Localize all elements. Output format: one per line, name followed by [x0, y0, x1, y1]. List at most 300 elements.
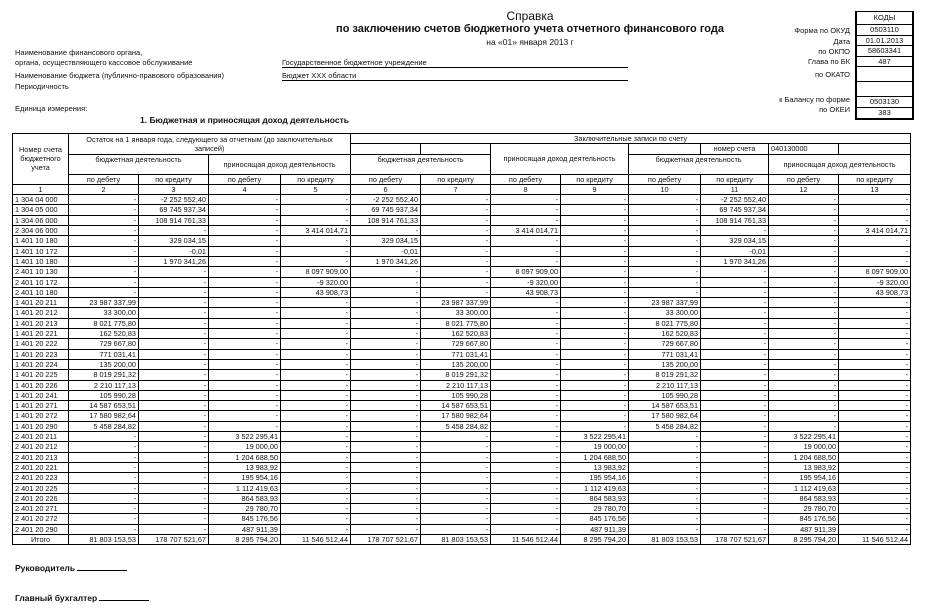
amount-cell: -: [69, 514, 139, 524]
amount-cell: -: [139, 298, 209, 308]
amount-cell: -: [209, 349, 281, 359]
amount-cell: -: [69, 226, 139, 236]
table-row: [13, 215, 911, 225]
amount-cell: 33 300,00: [69, 308, 139, 318]
header-budget: бюджетная деятельность: [69, 154, 209, 174]
amount-cell: 23 987 337,99: [69, 298, 139, 308]
amount-cell: -: [209, 308, 281, 318]
amount-cell: -: [139, 514, 209, 524]
amount-cell: -: [209, 380, 281, 390]
amount-cell: -: [629, 493, 701, 503]
header-debit: по дебету: [769, 174, 839, 184]
amount-cell: -: [421, 226, 491, 236]
amount-cell: -: [839, 462, 911, 472]
account-code: 1 401 20 225: [13, 370, 69, 380]
amount-cell: -: [701, 318, 769, 328]
amount-cell: 178 707 521,67: [701, 534, 769, 544]
amount-cell: -: [209, 195, 281, 205]
account-code: 1 401 10 180: [13, 256, 69, 266]
account-code: 2 401 20 225: [13, 483, 69, 493]
amount-cell: 13 983,92: [209, 462, 281, 472]
amount-cell: 3 522 295,41: [209, 432, 281, 442]
amount-cell: -: [491, 452, 561, 462]
amount-cell: -: [209, 298, 281, 308]
amount-cell: -: [139, 277, 209, 287]
codes-box: [855, 11, 914, 120]
amount-cell: -: [561, 421, 629, 431]
section-title: 1. Бюджетная и приносящая доход деятельность: [140, 115, 349, 125]
amount-cell: -: [491, 339, 561, 349]
amount-cell: -: [491, 390, 561, 400]
code-value: 383: [878, 107, 891, 117]
amount-cell: 108 914 761,33: [351, 215, 421, 225]
amount-cell: -: [769, 308, 839, 318]
amount-cell: 2 210 117,13: [69, 380, 139, 390]
amount-cell: -: [769, 421, 839, 431]
budget-label: Наименование бюджета (публично-правового образования): [15, 71, 224, 80]
amount-cell: -2 252 552,40: [351, 195, 421, 205]
amount-cell: -: [139, 339, 209, 349]
amount-cell: 8 295 794,20: [561, 534, 629, 544]
amount-cell: -: [491, 514, 561, 524]
column-number: 4: [209, 184, 281, 194]
amount-cell: -: [209, 318, 281, 328]
amount-cell: -: [491, 359, 561, 369]
table-row: [13, 226, 911, 236]
amount-cell: -: [839, 318, 911, 328]
amount-cell: 329 034,15: [139, 236, 209, 246]
amount-cell: -: [769, 267, 839, 277]
amount-cell: -: [209, 256, 281, 266]
amount-cell: -: [421, 462, 491, 472]
account-code: 1 304 06 000: [13, 215, 69, 225]
amount-cell: -: [769, 349, 839, 359]
amount-cell: -: [839, 359, 911, 369]
amount-cell: -: [701, 267, 769, 277]
table-row: [13, 452, 911, 462]
amount-cell: -: [701, 432, 769, 442]
amount-cell: -: [491, 215, 561, 225]
amount-cell: -: [629, 524, 701, 534]
table-row: [13, 442, 911, 452]
amount-cell: -: [69, 432, 139, 442]
amount-cell: -: [701, 452, 769, 462]
amount-cell: -: [561, 246, 629, 256]
amount-cell: -: [839, 256, 911, 266]
amount-cell: 8 019 291,32: [421, 370, 491, 380]
amount-cell: -: [281, 195, 351, 205]
amount-cell: -: [769, 215, 839, 225]
amount-cell: 845 176,56: [209, 514, 281, 524]
amount-cell: -: [629, 452, 701, 462]
amount-cell: -: [701, 349, 769, 359]
amount-cell: -: [839, 504, 911, 514]
amount-cell: -: [281, 359, 351, 369]
amount-cell: -: [209, 370, 281, 380]
amount-cell: -: [209, 359, 281, 369]
amount-cell: -: [769, 205, 839, 215]
amount-cell: -: [139, 493, 209, 503]
amount-cell: -: [139, 524, 209, 534]
amount-cell: 864 583,93: [209, 493, 281, 503]
amount-cell: -: [701, 390, 769, 400]
amount-cell: -: [769, 256, 839, 266]
document-subtitle: по заключению счетов бюджетного учета отчетного финансового года: [336, 23, 724, 35]
column-number: 3: [139, 184, 209, 194]
amount-cell: -: [281, 452, 351, 462]
amount-cell: -: [351, 339, 421, 349]
amount-cell: -: [69, 287, 139, 297]
account-code: 1 401 20 226: [13, 380, 69, 390]
amount-cell: -: [281, 329, 351, 339]
amount-cell: -: [351, 432, 421, 442]
amount-cell: -: [351, 390, 421, 400]
amount-cell: -: [561, 390, 629, 400]
amount-cell: -: [491, 236, 561, 246]
amount-cell: -: [839, 390, 911, 400]
account-code: 1 401 20 224: [13, 359, 69, 369]
amount-cell: 195 954,16: [561, 473, 629, 483]
amount-cell: -: [351, 380, 421, 390]
amount-cell: -: [351, 462, 421, 472]
amount-cell: 845 176,56: [769, 514, 839, 524]
amount-cell: 5 458 284,82: [629, 421, 701, 431]
account-code: 2 401 10 130: [13, 267, 69, 277]
header-account: Номер счета бюджетного учета: [13, 134, 69, 185]
amount-cell: -: [421, 195, 491, 205]
amount-cell: -: [839, 442, 911, 452]
amount-cell: 178 707 521,67: [351, 534, 421, 544]
code-label: по ОКАТО: [814, 70, 850, 79]
column-number: 13: [839, 184, 911, 194]
amount-cell: -: [281, 380, 351, 390]
amount-cell: -: [421, 493, 491, 503]
amount-cell: 105 990,28: [69, 390, 139, 400]
org-label-1: Наименование финансового органа,: [15, 48, 143, 57]
table-row: [13, 401, 911, 411]
amount-cell: 487 911,39: [769, 524, 839, 534]
header-account-no: 040130000: [769, 144, 839, 154]
amount-cell: 8 295 794,20: [769, 534, 839, 544]
column-number: 5: [281, 184, 351, 194]
amount-cell: -: [281, 462, 351, 472]
account-code: 1 304 04 000: [13, 195, 69, 205]
amount-cell: 864 583,93: [561, 493, 629, 503]
header-credit: по кредиту: [421, 174, 491, 184]
amount-cell: -: [491, 524, 561, 534]
table-row: [13, 267, 911, 277]
amount-cell: -: [139, 318, 209, 328]
amount-cell: -: [561, 287, 629, 297]
amount-cell: -: [701, 277, 769, 287]
amount-cell: -: [561, 277, 629, 287]
header-budget: бюджетная деятельность: [351, 154, 491, 174]
table-row: [13, 359, 911, 369]
amount-cell: -: [351, 504, 421, 514]
account-code: Итого: [13, 534, 69, 544]
amount-cell: 29 780,70: [561, 504, 629, 514]
amount-cell: -: [209, 329, 281, 339]
amount-cell: -: [281, 411, 351, 421]
amount-cell: -: [561, 359, 629, 369]
amount-cell: -: [421, 215, 491, 225]
signature-line: [77, 570, 127, 571]
signature-line: [99, 600, 149, 601]
table-row: [13, 411, 911, 421]
amount-cell: -: [491, 421, 561, 431]
amount-cell: -: [629, 267, 701, 277]
amount-cell: -: [839, 432, 911, 442]
amount-cell: -: [139, 411, 209, 421]
amount-cell: -: [351, 483, 421, 493]
amount-cell: 729 667,80: [421, 339, 491, 349]
header-blank: [421, 144, 491, 154]
account-code: 1 401 20 221: [13, 329, 69, 339]
amount-cell: -: [629, 205, 701, 215]
amount-cell: -: [561, 205, 629, 215]
amount-cell: -: [769, 287, 839, 297]
amount-cell: -: [351, 298, 421, 308]
amount-cell: -: [69, 452, 139, 462]
account-code: 2 401 20 271: [13, 504, 69, 514]
amount-cell: -: [281, 473, 351, 483]
amount-cell: -: [351, 287, 421, 297]
amount-cell: -: [209, 401, 281, 411]
table-row: [13, 308, 911, 318]
amount-cell: -: [209, 390, 281, 400]
amount-cell: -: [69, 267, 139, 277]
amount-cell: -: [139, 452, 209, 462]
code-value: 0503130: [857, 97, 912, 108]
amount-cell: -: [421, 483, 491, 493]
code-value: [857, 82, 912, 97]
header-credit: по кредиту: [281, 174, 351, 184]
amount-cell: -: [139, 267, 209, 277]
report-date: на «01» января 2013 г: [486, 37, 574, 47]
amount-cell: -: [351, 493, 421, 503]
account-code: 1 401 20 272: [13, 411, 69, 421]
amount-cell: -: [69, 462, 139, 472]
amount-cell: -: [281, 493, 351, 503]
amount-cell: -0,01: [139, 246, 209, 256]
amount-cell: 14 587 653,51: [421, 401, 491, 411]
amount-cell: 19 000,00: [561, 442, 629, 452]
amount-cell: -: [629, 462, 701, 472]
amount-cell: -: [769, 246, 839, 256]
account-code: 1 401 20 213: [13, 318, 69, 328]
amount-cell: 771 031,41: [69, 349, 139, 359]
amount-cell: 105 990,28: [421, 390, 491, 400]
amount-cell: -: [351, 277, 421, 287]
amount-cell: -: [421, 524, 491, 534]
column-number: 6: [351, 184, 421, 194]
header-credit: по кредиту: [839, 174, 911, 184]
amount-cell: 23 987 337,99: [421, 298, 491, 308]
amount-cell: -: [769, 339, 839, 349]
amount-cell: 8 021 775,80: [421, 318, 491, 328]
amount-cell: -2 252 552,40: [701, 195, 769, 205]
amount-cell: -: [701, 462, 769, 472]
account-code: 1 304 05 000: [13, 205, 69, 215]
table-row: [13, 195, 911, 205]
amount-cell: -: [209, 339, 281, 349]
account-code: 2 401 10 172: [13, 277, 69, 287]
header-account-no-label: номер счета: [701, 144, 769, 154]
amount-cell: -: [839, 493, 911, 503]
total-row: [13, 534, 911, 544]
account-code: 2 401 20 272: [13, 514, 69, 524]
amount-cell: -: [839, 421, 911, 431]
column-number: 8: [491, 184, 561, 194]
amount-cell: 1 970 341,26: [351, 256, 421, 266]
amount-cell: -: [281, 514, 351, 524]
account-code: 1 401 20 222: [13, 339, 69, 349]
table-row: [13, 287, 911, 297]
account-code: 1 401 20 241: [13, 390, 69, 400]
account-code: 1 401 20 290: [13, 421, 69, 431]
amount-cell: -: [839, 514, 911, 524]
amount-cell: -: [491, 380, 561, 390]
amount-cell: -: [281, 524, 351, 534]
amount-cell: -: [351, 349, 421, 359]
closing-entries-table: [12, 133, 911, 545]
amount-cell: 3 522 295,41: [561, 432, 629, 442]
amount-cell: -: [281, 442, 351, 452]
amount-cell: 729 667,80: [69, 339, 139, 349]
amount-cell: -: [281, 205, 351, 215]
amount-cell: -: [209, 267, 281, 277]
amount-cell: -: [839, 298, 911, 308]
code-value: 58603341: [857, 46, 912, 57]
amount-cell: 105 990,28: [629, 390, 701, 400]
amount-cell: -: [421, 504, 491, 514]
amount-cell: -: [629, 236, 701, 246]
amount-cell: -: [209, 421, 281, 431]
amount-cell: -: [491, 195, 561, 205]
amount-cell: 5 458 284,82: [69, 421, 139, 431]
amount-cell: -: [839, 329, 911, 339]
amount-cell: -: [351, 359, 421, 369]
amount-cell: -: [491, 256, 561, 266]
amount-cell: -: [491, 493, 561, 503]
org-value: Государственное бюджетное учреждение: [282, 58, 628, 68]
amount-cell: 771 031,41: [421, 349, 491, 359]
table-row: [13, 390, 911, 400]
amount-cell: -: [139, 349, 209, 359]
account-code: 2 401 20 221: [13, 462, 69, 472]
amount-cell: 13 983,92: [769, 462, 839, 472]
amount-cell: 195 954,16: [769, 473, 839, 483]
document-title: Справка: [506, 9, 554, 23]
amount-cell: 43 908,73: [839, 287, 911, 297]
column-number: 2: [69, 184, 139, 194]
table-row: [13, 256, 911, 266]
amount-cell: 135 200,00: [69, 359, 139, 369]
amount-cell: 162 520,83: [421, 329, 491, 339]
amount-cell: -: [69, 524, 139, 534]
amount-cell: -: [281, 370, 351, 380]
amount-cell: -: [69, 205, 139, 215]
code-value: 0503110: [857, 25, 912, 36]
amount-cell: -9 320,00: [281, 277, 351, 287]
amount-cell: -: [839, 380, 911, 390]
amount-cell: 135 200,00: [629, 359, 701, 369]
amount-cell: 5 458 284,82: [421, 421, 491, 431]
amount-cell: -: [561, 215, 629, 225]
header-credit: по кредиту: [561, 174, 629, 184]
account-code: 2 401 20 290: [13, 524, 69, 534]
amount-cell: -: [351, 308, 421, 318]
amount-cell: 8 295 794,20: [209, 534, 281, 544]
amount-cell: -: [701, 308, 769, 318]
header-blank: [351, 144, 421, 154]
code-label: Дата: [833, 37, 850, 46]
amount-cell: -: [139, 432, 209, 442]
amount-cell: -: [701, 524, 769, 534]
amount-cell: 1 970 341,26: [701, 256, 769, 266]
amount-cell: 14 587 653,51: [69, 401, 139, 411]
amount-cell: -: [701, 401, 769, 411]
amount-cell: -: [69, 256, 139, 266]
amount-cell: -: [839, 308, 911, 318]
amount-cell: -: [421, 442, 491, 452]
amount-cell: 8 097 909,00: [281, 267, 351, 277]
amount-cell: -: [69, 246, 139, 256]
amount-cell: 81 803 153,53: [421, 534, 491, 544]
amount-cell: -: [281, 308, 351, 318]
table-row: [13, 493, 911, 503]
amount-cell: -: [701, 421, 769, 431]
header-debit: по дебету: [351, 174, 421, 184]
amount-cell: -0,01: [701, 246, 769, 256]
table-row: [13, 380, 911, 390]
amount-cell: 1 204 688,50: [209, 452, 281, 462]
amount-cell: -: [139, 462, 209, 472]
account-code: 1 401 20 212: [13, 308, 69, 318]
amount-cell: 178 707 521,67: [139, 534, 209, 544]
header-blank: [629, 144, 701, 154]
amount-cell: 29 780,70: [769, 504, 839, 514]
amount-cell: 329 034,15: [351, 236, 421, 246]
amount-cell: -: [421, 205, 491, 215]
account-code: 2 401 20 223: [13, 473, 69, 483]
amount-cell: -: [351, 473, 421, 483]
periodicity-label: Периодичность: [15, 82, 69, 91]
amount-cell: 1 204 688,50: [769, 452, 839, 462]
amount-cell: -: [281, 349, 351, 359]
amount-cell: 1 970 341,26: [139, 256, 209, 266]
amount-cell: -: [209, 226, 281, 236]
amount-cell: -: [421, 432, 491, 442]
codes-header: КОДЫ: [857, 12, 912, 25]
amount-cell: -: [491, 329, 561, 339]
column-number: 12: [769, 184, 839, 194]
amount-cell: -: [139, 390, 209, 400]
header-credit: по кредиту: [139, 174, 209, 184]
amount-cell: -: [769, 298, 839, 308]
amount-cell: -: [839, 411, 911, 421]
amount-cell: 19 000,00: [769, 442, 839, 452]
account-code: 1 401 10 180: [13, 236, 69, 246]
amount-cell: -: [701, 514, 769, 524]
amount-cell: -: [701, 493, 769, 503]
header-income: приносящая доход деятельность: [491, 144, 629, 174]
amount-cell: -: [769, 195, 839, 205]
amount-cell: 487 911,39: [209, 524, 281, 534]
column-number: 11: [701, 184, 769, 194]
amount-cell: -: [491, 462, 561, 472]
table-row: [13, 483, 911, 493]
